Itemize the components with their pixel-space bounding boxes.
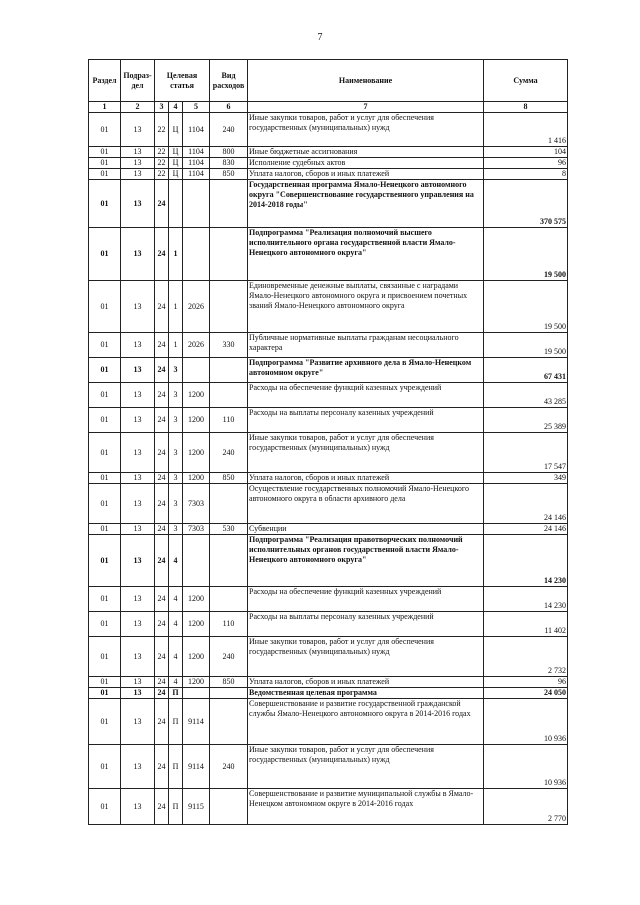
cell-tselevaya-3: 1104 [183,158,210,169]
cell-razdel: 01 [89,147,121,158]
cell-tselevaya-3 [183,688,210,699]
cell-vid-raskhodov: 240 [210,637,248,677]
cell-tselevaya-2: Ц [169,158,183,169]
cell-vid-raskhodov: 800 [210,147,248,158]
cell-tselevaya-1: 24 [155,281,169,333]
cell-summa: 2 732 [484,637,568,677]
cell-tselevaya-1: 24 [155,408,169,433]
cell-vid-raskhodov: 850 [210,169,248,180]
page-number: 7 [317,32,323,43]
cell-tselevaya-1: 24 [155,688,169,699]
cell-tselevaya-2: 1 [169,281,183,333]
cell-tselevaya-2: Ц [169,147,183,158]
cell-tselevaya-2: 3 [169,358,183,383]
table-row [89,677,568,688]
table-row [89,637,568,677]
table-row [89,228,568,281]
table-row [89,333,568,358]
cell-tselevaya-3: 1200 [183,408,210,433]
cell-vid-raskhodov [210,699,248,745]
cell-podrazdel: 13 [121,789,155,825]
cell-tselevaya-1: 24 [155,473,169,484]
cell-podrazdel: 13 [121,637,155,677]
cell-tselevaya-2: 4 [169,677,183,688]
cell-tselevaya-3: 2026 [183,281,210,333]
cell-tselevaya-2: П [169,789,183,825]
cell-summa: 2 770 [484,789,568,825]
cell-podrazdel: 13 [121,535,155,587]
cell-tselevaya-3: 1104 [183,147,210,158]
cell-vid-raskhodov [210,180,248,228]
cell-tselevaya-2: 3 [169,433,183,473]
cell-summa: 10 936 [484,699,568,745]
cell-tselevaya-1: 22 [155,147,169,158]
cell-tselevaya-1: 24 [155,699,169,745]
cell-tselevaya-3: 9115 [183,789,210,825]
cell-tselevaya-2: 1 [169,228,183,281]
cell-tselevaya-1: 24 [155,358,169,383]
cell-summa: 19 500 [484,333,568,358]
cell-vid-raskhodov [210,281,248,333]
cell-podrazdel: 13 [121,383,155,408]
cell-tselevaya-3: 9114 [183,699,210,745]
cell-tselevaya-2: 1 [169,333,183,358]
cell-tselevaya-1: 24 [155,745,169,789]
header-vid-raskhodov: Вид расходов [210,60,248,102]
cell-tselevaya-2: Ц [169,169,183,180]
cell-vid-raskhodov: 530 [210,524,248,535]
cell-tselevaya-1: 24 [155,383,169,408]
cell-tselevaya-3: 1104 [183,169,210,180]
cell-podrazdel: 13 [121,688,155,699]
cell-naimenovanie: Иные закупки товаров, работ и услуг для обеспечения государственных (муниципальных) нужд [248,113,484,147]
cell-tselevaya-1: 24 [155,228,169,281]
cell-razdel: 01 [89,358,121,383]
cell-razdel: 01 [89,383,121,408]
cell-tselevaya-1: 22 [155,113,169,147]
cell-naimenovanie: Подпрограмма "Реализация полномочий высшего исполнительного органа государственной власти Ямало-Ненецкого автономного округа" [248,228,484,281]
cell-naimenovanie: Расходы на обеспечение функций казенных учреждений [248,383,484,408]
cell-vid-raskhodov: 110 [210,612,248,637]
table-row [89,699,568,745]
cell-podrazdel: 13 [121,408,155,433]
cell-summa: 10 936 [484,745,568,789]
cell-naimenovanie: Иные бюджетные ассигнования [248,147,484,158]
cell-naimenovanie: Расходы на выплаты персоналу казенных учреждений [248,408,484,433]
cell-podrazdel: 13 [121,433,155,473]
cell-summa: 370 575 [484,180,568,228]
cell-razdel: 01 [89,433,121,473]
cell-tselevaya-2: 3 [169,473,183,484]
cell-vid-raskhodov [210,789,248,825]
cell-podrazdel: 13 [121,228,155,281]
cell-tselevaya-3: 1200 [183,677,210,688]
cell-razdel: 01 [89,473,121,484]
cell-vid-raskhodov: 110 [210,408,248,433]
cell-summa: 24 146 [484,524,568,535]
column-number: 8 [484,102,568,113]
cell-summa: 25 389 [484,408,568,433]
cell-podrazdel: 13 [121,180,155,228]
column-numbers-row [89,102,568,113]
table-row [89,180,568,228]
table-row [89,535,568,587]
cell-naimenovanie: Подпрограмма "Развитие архивного дела в Ямало-Ненецком автономном округе" [248,358,484,383]
cell-vid-raskhodov [210,484,248,524]
cell-podrazdel: 13 [121,147,155,158]
cell-tselevaya-1: 24 [155,333,169,358]
cell-podrazdel: 13 [121,169,155,180]
cell-summa: 24 146 [484,484,568,524]
column-number: 6 [210,102,248,113]
cell-podrazdel: 13 [121,158,155,169]
cell-razdel: 01 [89,535,121,587]
table-row [89,524,568,535]
column-number: 7 [248,102,484,113]
cell-naimenovanie: Публичные нормативные выплаты гражданам несоциального характера [248,333,484,358]
cell-tselevaya-3: 1200 [183,587,210,612]
header-podrazdel: Подраз-дел [121,60,155,102]
cell-tselevaya-3: 2026 [183,333,210,358]
header-naimenovanie: Наименование [248,60,484,102]
cell-podrazdel: 13 [121,113,155,147]
cell-podrazdel: 13 [121,333,155,358]
cell-naimenovanie: Совершенствование и развитие муниципальной службы в Ямало-Ненецком автономном округе в 2014-2016 годах [248,789,484,825]
cell-tselevaya-1: 24 [155,433,169,473]
cell-podrazdel: 13 [121,484,155,524]
cell-tselevaya-1: 24 [155,677,169,688]
cell-razdel: 01 [89,587,121,612]
cell-podrazdel: 13 [121,524,155,535]
cell-vid-raskhodov [210,535,248,587]
cell-tselevaya-1: 24 [155,484,169,524]
cell-tselevaya-2: П [169,699,183,745]
column-number: 2 [121,102,155,113]
cell-razdel: 01 [89,688,121,699]
cell-naimenovanie: Иные закупки товаров, работ и услуг для обеспечения государственных (муниципальных) нужд [248,637,484,677]
column-number: 1 [89,102,121,113]
cell-tselevaya-3: 1200 [183,612,210,637]
table-row [89,745,568,789]
cell-tselevaya-2 [169,180,183,228]
cell-razdel: 01 [89,281,121,333]
cell-naimenovanie: Расходы на выплаты персоналу казенных учреждений [248,612,484,637]
cell-podrazdel: 13 [121,473,155,484]
cell-summa: 8 [484,169,568,180]
table-row [89,158,568,169]
cell-tselevaya-3: 9114 [183,745,210,789]
cell-summa: 14 230 [484,535,568,587]
cell-tselevaya-1: 24 [155,612,169,637]
cell-tselevaya-3: 1200 [183,433,210,473]
column-number: 4 [169,102,183,113]
cell-tselevaya-2: П [169,688,183,699]
cell-vid-raskhodov: 240 [210,745,248,789]
cell-vid-raskhodov [210,587,248,612]
header-razdel: Раздел [89,60,121,102]
cell-summa: 24 050 [484,688,568,699]
column-number: 3 [155,102,169,113]
column-number: 5 [183,102,210,113]
cell-summa: 96 [484,677,568,688]
cell-razdel: 01 [89,745,121,789]
cell-tselevaya-2: 4 [169,637,183,677]
table-row [89,169,568,180]
cell-naimenovanie: Исполнение судебных актов [248,158,484,169]
table-row [89,484,568,524]
cell-tselevaya-1: 24 [155,789,169,825]
cell-tselevaya-2: 4 [169,587,183,612]
cell-naimenovanie: Совершенствование и развитие государственной гражданской службы Ямало-Ненецкого автономного округа в 2014-2016 годах [248,699,484,745]
cell-vid-raskhodov [210,358,248,383]
cell-vid-raskhodov [210,688,248,699]
cell-podrazdel: 13 [121,281,155,333]
cell-naimenovanie: Расходы на обеспечение функций казенных учреждений [248,587,484,612]
table-row [89,147,568,158]
table-row [89,383,568,408]
cell-tselevaya-3: 1200 [183,637,210,677]
cell-razdel: 01 [89,699,121,745]
cell-tselevaya-1: 22 [155,169,169,180]
cell-naimenovanie: Иные закупки товаров, работ и услуг для обеспечения государственных (муниципальных) нужд [248,745,484,789]
cell-razdel: 01 [89,158,121,169]
cell-tselevaya-3 [183,180,210,228]
cell-razdel: 01 [89,333,121,358]
cell-summa: 17 547 [484,433,568,473]
cell-vid-raskhodov: 240 [210,113,248,147]
cell-summa: 96 [484,158,568,169]
cell-razdel: 01 [89,408,121,433]
cell-podrazdel: 13 [121,677,155,688]
cell-tselevaya-2: Ц [169,113,183,147]
cell-summa: 19 500 [484,281,568,333]
header-summa: Сумма [484,60,568,102]
table-row [89,587,568,612]
cell-podrazdel: 13 [121,699,155,745]
cell-tselevaya-2: 4 [169,612,183,637]
cell-podrazdel: 13 [121,358,155,383]
cell-tselevaya-3 [183,228,210,281]
cell-tselevaya-1: 22 [155,158,169,169]
cell-razdel: 01 [89,637,121,677]
cell-vid-raskhodov [210,383,248,408]
cell-naimenovanie: Уплата налогов, сборов и иных платежей [248,677,484,688]
cell-razdel: 01 [89,228,121,281]
cell-tselevaya-3: 1200 [183,473,210,484]
cell-tselevaya-3 [183,535,210,587]
cell-razdel: 01 [89,169,121,180]
cell-tselevaya-3: 7303 [183,484,210,524]
cell-vid-raskhodov: 240 [210,433,248,473]
cell-naimenovanie: Единовременные денежные выплаты, связанные с наградами Ямало-Ненецкого автономного округа и присвоением почетных званий Ямало-Ненецкого автономного округа [248,281,484,333]
cell-vid-raskhodov: 330 [210,333,248,358]
cell-tselevaya-1: 24 [155,587,169,612]
cell-naimenovanie: Уплата налогов, сборов и иных платежей [248,473,484,484]
cell-vid-raskhodov: 830 [210,158,248,169]
cell-tselevaya-2: 3 [169,383,183,408]
cell-naimenovanie: Уплата налогов, сборов и иных платежей [248,169,484,180]
cell-summa: 14 230 [484,587,568,612]
cell-vid-raskhodov: 850 [210,473,248,484]
budget-table [88,59,568,825]
table-row [89,789,568,825]
cell-tselevaya-1: 24 [155,637,169,677]
cell-vid-raskhodov [210,228,248,281]
cell-podrazdel: 13 [121,587,155,612]
cell-razdel: 01 [89,789,121,825]
cell-tselevaya-2: 3 [169,524,183,535]
cell-razdel: 01 [89,113,121,147]
cell-tselevaya-2: 3 [169,408,183,433]
cell-podrazdel: 13 [121,745,155,789]
table-row [89,433,568,473]
cell-tselevaya-1: 24 [155,180,169,228]
cell-naimenovanie: Ведомственная целевая программа [248,688,484,699]
table-row [89,408,568,433]
cell-razdel: 01 [89,484,121,524]
cell-naimenovanie: Субвенции [248,524,484,535]
cell-tselevaya-2: 3 [169,484,183,524]
cell-naimenovanie: Подпрограмма "Реализация правотворческих полномочий исполнительных органов государственной власти Ямало-Ненецкого автономного округа" [248,535,484,587]
cell-tselevaya-3 [183,358,210,383]
cell-summa: 43 285 [484,383,568,408]
cell-razdel: 01 [89,677,121,688]
table-row [89,688,568,699]
cell-summa: 67 431 [484,358,568,383]
cell-naimenovanie: Осуществление государственных полномочий Ямало-Ненецкого автономного округа в области архивного дела [248,484,484,524]
cell-tselevaya-2: П [169,745,183,789]
cell-summa: 1 416 [484,113,568,147]
cell-razdel: 01 [89,612,121,637]
cell-tselevaya-3: 1104 [183,113,210,147]
table-row [89,612,568,637]
cell-podrazdel: 13 [121,612,155,637]
cell-vid-raskhodov: 850 [210,677,248,688]
cell-razdel: 01 [89,524,121,535]
cell-tselevaya-3: 1200 [183,383,210,408]
cell-naimenovanie: Иные закупки товаров, работ и услуг для обеспечения государственных (муниципальных) нужд [248,433,484,473]
cell-tselevaya-1: 24 [155,524,169,535]
cell-razdel: 01 [89,180,121,228]
table-row [89,113,568,147]
cell-tselevaya-2: 4 [169,535,183,587]
header-tselevaya-statya: Целевая статья [155,60,210,102]
cell-naimenovanie: Государственная программа Ямало-Ненецкого автономного округа "Совершенствование государственного управления на 2014-2018 годы" [248,180,484,228]
table-row [89,473,568,484]
cell-summa: 349 [484,473,568,484]
cell-tselevaya-3: 7303 [183,524,210,535]
cell-summa: 19 500 [484,228,568,281]
table-row [89,358,568,383]
cell-summa: 11 402 [484,612,568,637]
cell-summa: 104 [484,147,568,158]
cell-tselevaya-1: 24 [155,535,169,587]
table-row [89,281,568,333]
